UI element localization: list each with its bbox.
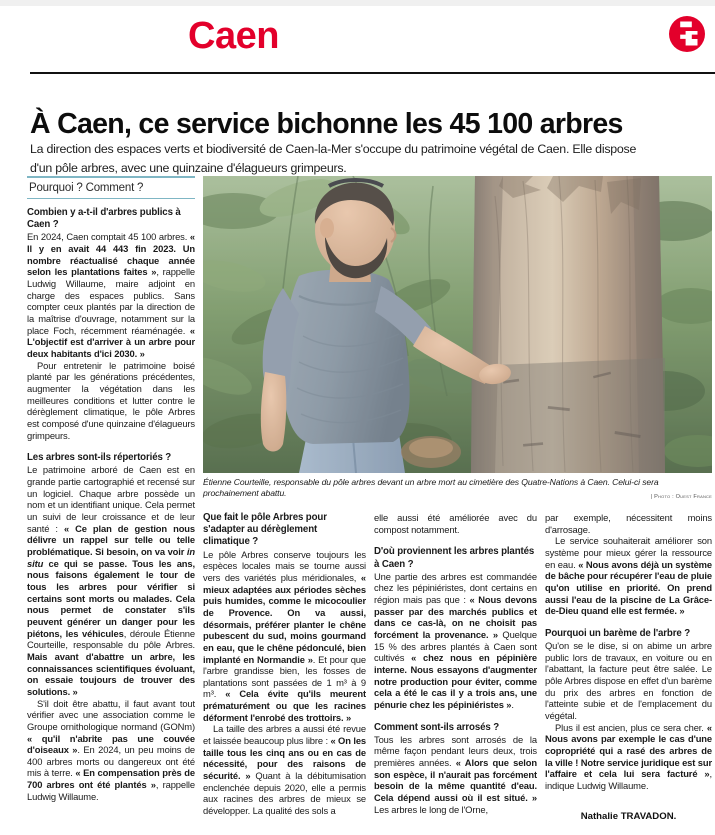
quote-run: « Cela évite qu'ils meurent prématurément ou que les racines déforment l'enrobé des trottoirs. »	[203, 688, 366, 723]
article-column-4	[545, 512, 712, 792]
paragraph	[203, 723, 366, 816]
subhead: Comment sont-ils arrosés ?	[374, 721, 499, 733]
text-run: .	[511, 698, 514, 710]
text-run: Le pôle Arbres conserve toujours les espèces locales mais se tourne aussi vers des variétés plus méridionales,	[203, 548, 366, 583]
text-run: Les arbres le long de l'Orne,	[374, 803, 489, 815]
paragraph: Qu'on se le dise, si on abime un arbre public lors de travaux, en voiture ou en l'abattant, la facture peut être salée. Le pôle Arbres dispose en effet d'un barème du prix des arbres en fonction de l'atteinte subie et de l'emplacement du végétal.	[545, 640, 712, 722]
text-run: Plus il est ancien, plus ce sera cher.	[555, 721, 707, 733]
quote-run	[27, 523, 195, 639]
quote-run: « Il y en avait 44 443 fin 2023. Un nombre réactualisé chaque année selon les plantations faites »	[27, 231, 195, 278]
quote-run: « L'objectif est d'arriver à un arbre pour deux habitants d'ici 2030. »	[27, 324, 195, 359]
text-run: La taille des arbres a aussi été revue et laissée beaucoup plus libre :	[203, 723, 366, 747]
quote-run: « mieux adaptées aux périodes sèches puis humides, comme le micocoulier de Provence. On va aussi, désormais, préférer planter le chêne pubescent du sud, moins gourmand en eau, que le chêne pédonculé, bien implanté en Normandie »	[203, 571, 366, 665]
masthead	[0, 6, 715, 67]
text-run: « Ce plan de gestion nous délivre un rappel sur telle ou telle problématique. Si besoin, on va voir	[27, 522, 195, 558]
section-title: Caen	[188, 15, 279, 57]
text-run: . En 2024, un peu moins de 400 arbres morts ou dangereux ont été mis à terre.	[27, 744, 196, 779]
quote-run: « Nous avons déjà un système de bâche pour récupérer l'eau de pluie qu'on utilise en priorité. On prend aussi l'eau de la piscine de La Grâce-de-Dieu quand elle est fermée. »	[545, 558, 712, 617]
photo-caption	[203, 477, 712, 499]
text-run: Quant à la débitumisation enclenchée depuis 2020, elle a permis aux racines des arbres de mieux se développer. La qualité des sols a	[203, 770, 367, 817]
paragraph: Pour entretenir le patrimoine boisé planté par les générations précédentes, augmenter la végétation dans les meilleures conditions et lutter contre le dérèglement climatique, le pôle Arbres est composé d'une quinzaine d'élagueurs grimpeurs.	[27, 359, 195, 441]
article-column-3	[374, 512, 537, 815]
rail-label: Pourquoi ? Comment ?	[29, 181, 144, 194]
subhead: Combien y a-t-il d'arbres publics à Caen ?	[27, 207, 181, 231]
quote-run: « On les taille tous les cinq ans ou en cas de nécessité, pour des raisons de sécurité. »	[203, 735, 367, 782]
page-title: À Caen, ce service bichonne les 45 100 arbres	[30, 108, 623, 141]
quote-run: « En compensation près de 700 arbres ont été plantés »	[27, 767, 195, 791]
subhead: Que fait le pôle Arbres pour s'adapter au dérèglement climatique ?	[203, 512, 327, 548]
text-run: Une partie des arbres est commandée chez les pépiniéristes, dont certains en région mais pas que :	[374, 570, 537, 606]
paragraph	[203, 549, 366, 724]
rail-rule-bottom	[27, 198, 195, 200]
quote-run: « Alors que selon son espèce, il n'aurait pas forcément besoin de la même quantité d'eau. Cela dépend aussi où il est situé. »	[374, 757, 537, 804]
quote-run: « Nous devons passer par des marchés publics et dans ce cas-là, on ne choisit pas forcément la provenance. »	[374, 594, 537, 640]
paragraph: par exemple, nécessitent moins d'arrosage.	[545, 512, 712, 535]
quote-run: Mais avant d'abattre un arbre, les connaissances scientifiques évoluant, on essaie toujours de trouver des solutions. »	[27, 650, 195, 697]
article-column-2	[203, 512, 366, 817]
paragraph	[27, 698, 195, 803]
article-column-1	[27, 207, 195, 802]
quote-run: « Nous avons par exemple le cas d'une copropriété qui a rasé des arbres de la ville ! Notre service juridique est sur l'affaire et cela lui sera facturé »	[545, 721, 712, 780]
quote-run: « chez nous en pépinière interne. Nous essayons d'augmenter notre production pour éviter, comme cela a été le cas il y a trois ans, une pénurie chez les pépiniéristes »	[374, 652, 537, 710]
standfirst: La direction des espaces verts et biodiversité de Caen-la-Mer s'occupe du patrimoine végétal de Caen. Elle dispose d'un pôle arbres, avec une quinzaine d'élagueurs grimpeurs.	[30, 142, 637, 176]
paragraph	[27, 464, 195, 697]
rail-header	[27, 176, 195, 199]
text-run: , indique Ludwig Willaume.	[545, 768, 712, 791]
paragraph	[545, 535, 712, 617]
subhead: D'où proviennent les arbres plantés à Caen ?	[374, 546, 535, 570]
article-photo	[203, 176, 712, 473]
ouest-france-logo-icon	[667, 14, 707, 54]
text-run: Tous les arbres sont arrosés de la même façon pendant leurs deux, trois premières années.	[374, 733, 537, 769]
paragraph	[374, 571, 537, 711]
subhead: Les arbres sont-ils répertoriés ?	[27, 452, 172, 464]
italic-run: in situ	[27, 546, 195, 569]
paragraph	[27, 231, 195, 359]
text-run: . Et pour que l'arbre grandisse bien, les fosses de plantations sont passées de 1 m³ à 9 m³.	[203, 653, 366, 700]
paragraph	[545, 722, 712, 792]
text-run: Le patrimoine arboré de Caen est en grande partie cartographié et recensé sur un logiciel. Chaque arbre possède un nom et un identifiant unique. Cela permet un suivi de leur croissance et de leur santé :	[27, 464, 195, 534]
text-run: , rappelle Ludwig Willaume.	[27, 779, 195, 802]
text-run: Quelque 15 % des arbres plantés à Caen sont cultivés	[374, 629, 537, 664]
text-run: , rappelle Ludwig Willaume, maire adjoint en charge des espaces publics. Sans compter ceux plantés par la direction de la maîtrise d'ouvrage, notamment sur la place Foch, récemment réaménagée.	[27, 266, 195, 336]
quote-run: « qu'il n'abrite pas une couvée d'oiseaux »	[27, 732, 195, 756]
text-run: Le service souhaiterait améliorer son système pour mieux gérer la ressource en eau.	[545, 535, 712, 570]
photo-credit: | Photo : Ouest France	[650, 494, 712, 500]
text-run: S'il doit être abattu, il faut avant tout vérifier avec une association comme le Groupe ornithologique normand (GONm)	[27, 697, 195, 732]
paragraph: elle aussi été améliorée avec du compost notamment.	[374, 512, 537, 535]
subhead: Pourquoi un barème de l'arbre ?	[545, 627, 690, 639]
text-run: En 2024, Caen comptait 45 100 arbres.	[27, 231, 190, 243]
paragraph	[374, 734, 537, 816]
header-rule	[30, 72, 715, 74]
article-byline: Nathalie TRAVADON.	[580, 811, 677, 822]
text-run: , déroule Étienne Courteille, responsable du pôle Arbres.	[27, 627, 195, 651]
photo-caption-text: Étienne Courteille, responsable du pôle arbres devant un arbre mort au cimetière des Quatre-Nations à Caen. Celui-ci sera prochainement abattu.	[203, 477, 659, 498]
text-run: ce qui se passe. Tous les ans, nous faisons également le tour de tous les arbres pour vérifier si certains sont morts ou malades. Cela nous permet de constater s'ils peuvent générer un danger pour les piétons, les véhicules	[27, 557, 195, 639]
